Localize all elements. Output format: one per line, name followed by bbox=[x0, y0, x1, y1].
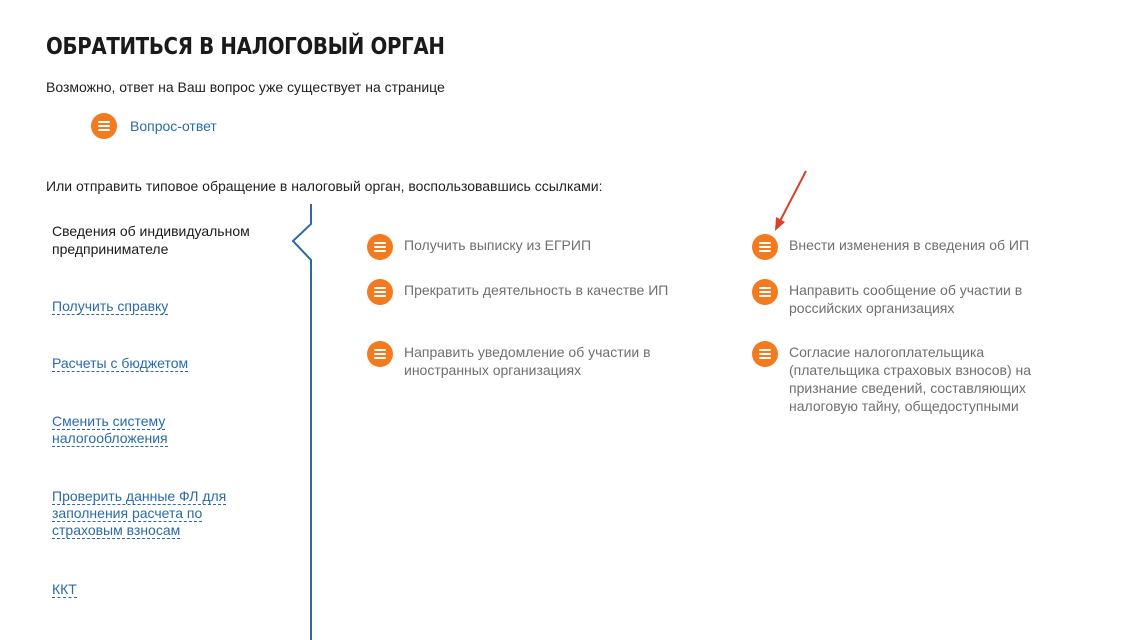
sidebar-divider bbox=[286, 204, 326, 640]
list-icon bbox=[367, 341, 393, 367]
service-consent-disclosure[interactable] bbox=[752, 343, 1062, 415]
sidebar-item-label[interactable]: ККТ bbox=[52, 581, 77, 597]
or-text: Или отправить типовое обращение в налоговый орган, воспользовавшись ссылками: bbox=[46, 178, 603, 194]
intro-text: Возможно, ответ на Ваш вопрос уже существует на странице bbox=[46, 79, 445, 95]
sidebar-item-label[interactable]: Расчеты с бюджетом bbox=[52, 355, 189, 371]
service-foreign-participation[interactable] bbox=[367, 343, 687, 379]
service-terminate-ip[interactable] bbox=[367, 281, 707, 305]
service-change-ip-info[interactable] bbox=[752, 236, 1082, 260]
service-label[interactable]: Получить выписку из ЕГРИП bbox=[404, 237, 592, 253]
sidebar-item-label[interactable]: Получить справку bbox=[52, 298, 169, 314]
qa-link-label[interactable]: Вопрос-ответ bbox=[130, 118, 217, 134]
sidebar-item-label[interactable]: Проверить данные ФЛ для заполнения расчета по страховым взносам bbox=[52, 488, 227, 538]
service-egrip-extract[interactable] bbox=[367, 236, 697, 260]
page-title: ОБРАТИТЬСЯ В НАЛОГОВЫЙ ОРГАН bbox=[46, 34, 445, 60]
list-icon bbox=[91, 113, 117, 139]
service-label[interactable]: Согласие налогоплательщика (плательщика страховых взносов) на признание сведений, составляющих налоговую тайну, общедоступными bbox=[789, 344, 1032, 414]
service-label[interactable]: Направить сообщение об участии в российских организациях bbox=[789, 282, 1023, 316]
list-icon bbox=[367, 234, 393, 260]
sidebar-item-tax-system[interactable] bbox=[52, 413, 202, 447]
service-label[interactable]: Внести изменения в сведения об ИП bbox=[789, 237, 1030, 253]
service-russian-participation[interactable] bbox=[752, 281, 1062, 317]
sidebar-item-label[interactable]: Сменить систему налогообложения bbox=[52, 413, 168, 446]
red-arrow-icon bbox=[770, 168, 820, 238]
sidebar-item-active[interactable]: Сведения об индивидуальном предпринимателе bbox=[52, 223, 250, 257]
service-label[interactable]: Направить уведомление об участии в иностранных организациях bbox=[404, 344, 651, 378]
qa-link[interactable] bbox=[91, 113, 217, 139]
sidebar-item-certificate[interactable] bbox=[52, 298, 267, 315]
sidebar-item-check-data[interactable] bbox=[52, 488, 252, 539]
list-icon bbox=[752, 341, 778, 367]
sidebar-item-kkt[interactable] bbox=[52, 581, 267, 598]
sidebar-item-budget[interactable] bbox=[52, 355, 267, 372]
service-label[interactable]: Прекратить деятельность в качестве ИП bbox=[404, 282, 669, 298]
list-icon bbox=[752, 279, 778, 305]
list-icon bbox=[367, 279, 393, 305]
